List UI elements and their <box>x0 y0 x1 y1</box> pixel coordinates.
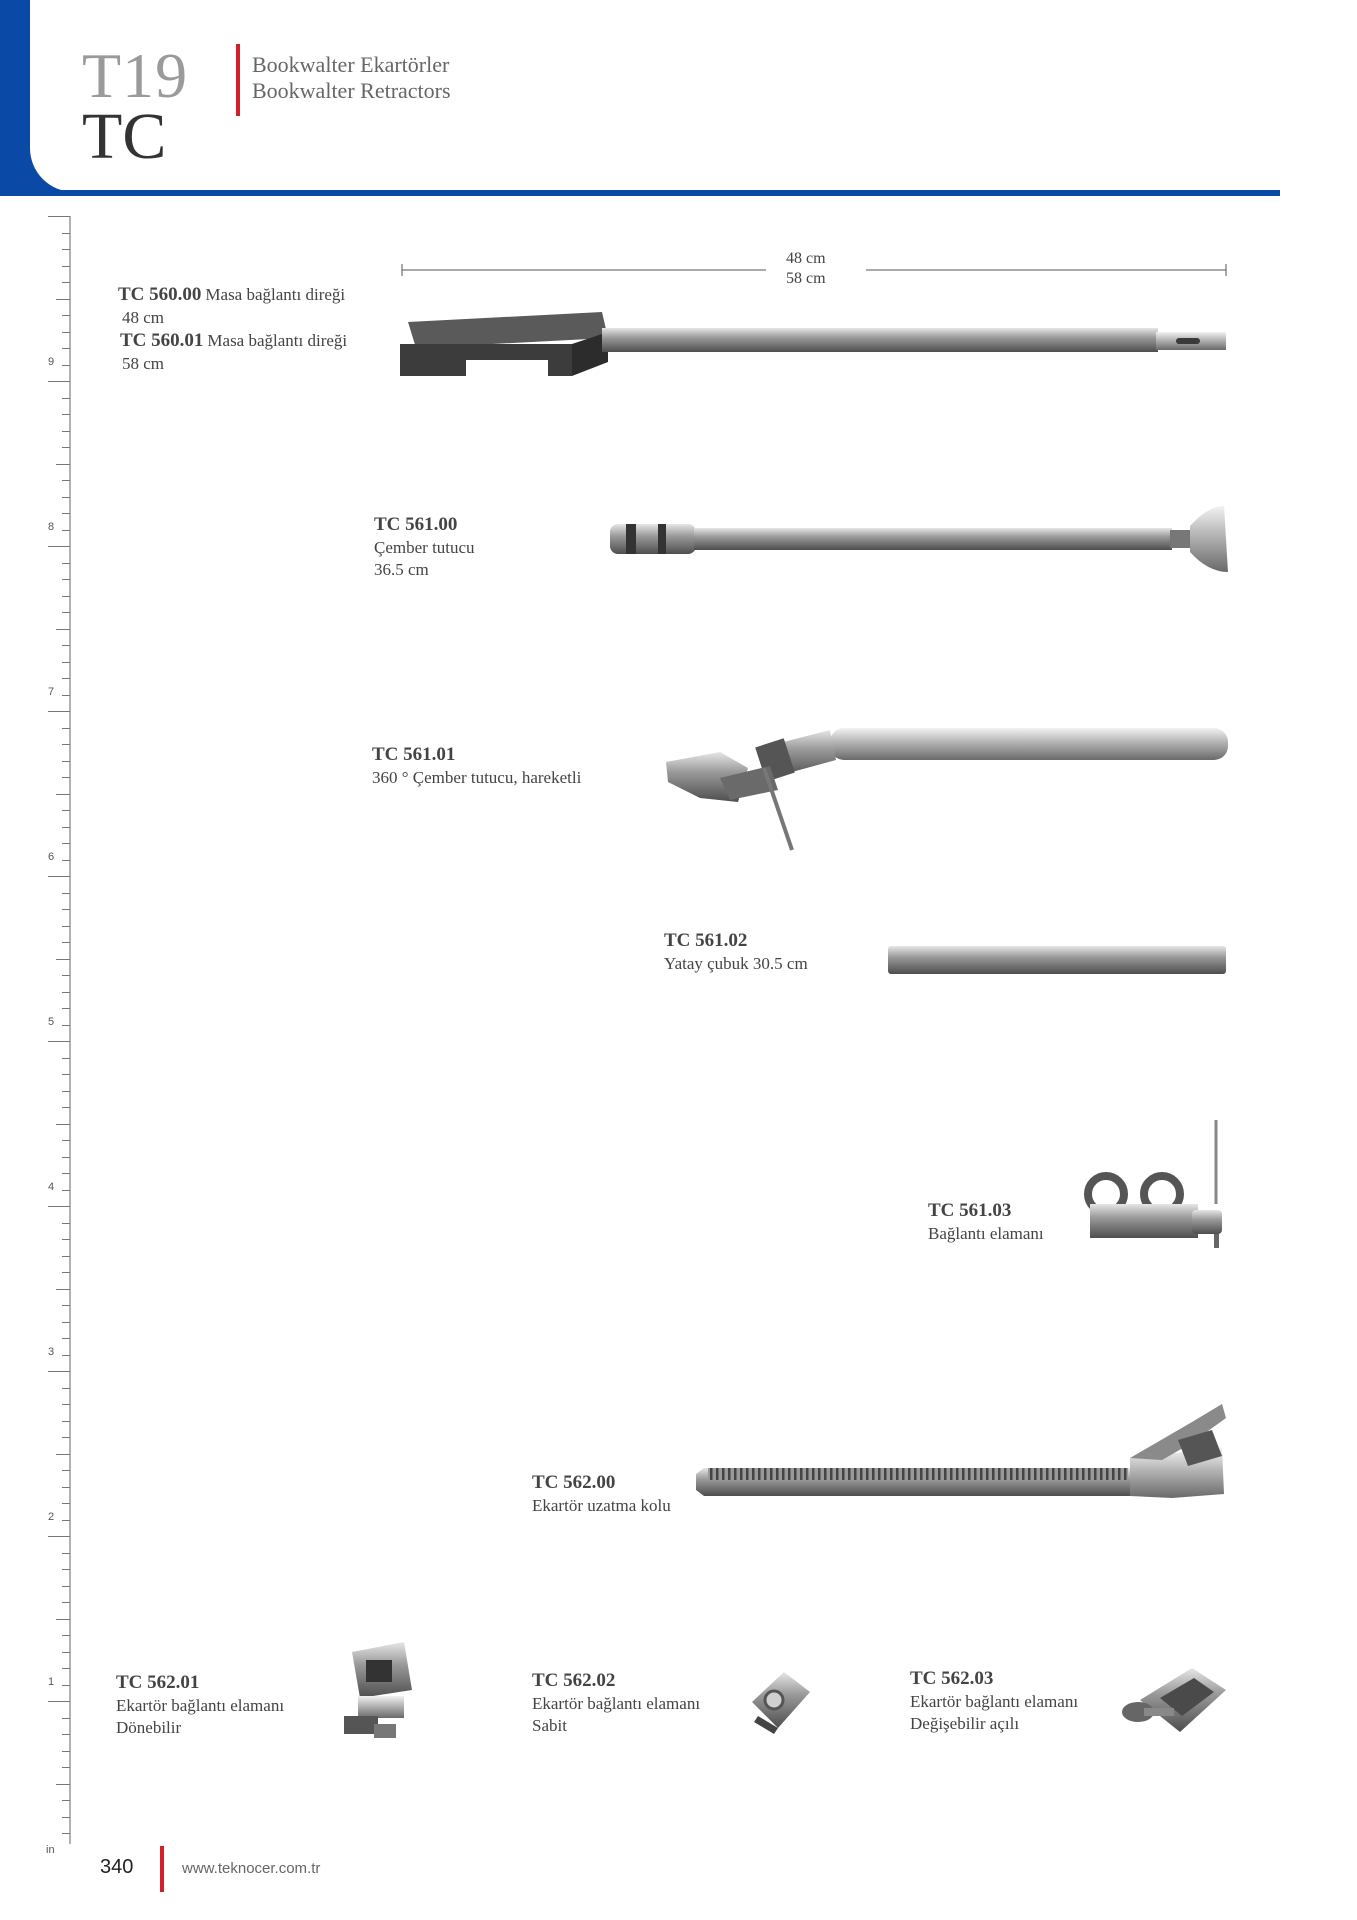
product-code: TC 561.01 <box>372 744 456 765</box>
website-link[interactable]: www.teknocer.com.tr <box>182 1860 321 1877</box>
product-name: Bağlantı elamanı <box>928 1224 1044 1243</box>
product-name: Ekartör bağlantı elamanı <box>910 1692 1079 1711</box>
product-name: Çember tutucu <box>374 538 475 557</box>
ruler-number: 2 <box>48 1511 55 1523</box>
table-post-image <box>396 308 1232 378</box>
page-title-tr: Bookwalter Ekartörler <box>252 52 450 77</box>
page-number: 340 <box>100 1856 134 1878</box>
product-name: Ekartör uzatma kolu <box>532 1496 671 1515</box>
product-size: 36.5 cm <box>374 560 429 579</box>
ring-holder-image <box>608 500 1232 580</box>
section-prefix: TC <box>82 100 167 173</box>
product-code: TC 562.01 <box>116 1672 200 1693</box>
product-size: 48 cm <box>122 308 165 327</box>
connector-image <box>1086 1118 1226 1250</box>
ruler-number: 7 <box>48 686 55 698</box>
product-code: TC 561.03 <box>928 1200 1012 1221</box>
product-code: TC 562.02 <box>532 1670 616 1691</box>
retractor-extension-arm-image <box>692 1400 1228 1510</box>
ruler-number: 3 <box>48 1346 55 1358</box>
product-note: Değişebilir açılı <box>910 1714 1020 1733</box>
product-code: TC 562.03 <box>910 1668 994 1689</box>
ruler-number: 4 <box>48 1181 55 1193</box>
product-name: Ekartör bağlantı elamanı <box>116 1696 285 1715</box>
ruler-ticks <box>40 216 80 1844</box>
ruler-number: 1 <box>48 1676 55 1688</box>
ruler-unit: in <box>46 1844 55 1856</box>
product-code: TC 560.01 <box>120 330 204 351</box>
horizontal-bar-image <box>886 944 1230 976</box>
product-tc560 <box>118 284 378 384</box>
ruler-number: 6 <box>48 851 55 863</box>
product-code: TC 561.02 <box>664 930 748 951</box>
ruler-number: 9 <box>48 356 55 368</box>
section-code: T19 <box>82 40 189 111</box>
movable-ring-holder-image <box>660 722 1232 856</box>
header-rule <box>34 190 1280 196</box>
header-panel <box>30 0 1330 192</box>
product-size: 58 cm <box>122 354 165 373</box>
product-code: TC 561.00 <box>374 514 458 535</box>
product-name: Yatay çubuk 30.5 cm <box>664 954 808 973</box>
header-red-bar <box>236 44 240 116</box>
dimension-length-2: 58 cm <box>786 270 826 287</box>
inch-ruler <box>40 216 80 1856</box>
product-note: Sabit <box>532 1716 567 1735</box>
ruler-number: 5 <box>48 1016 55 1028</box>
page-title-en: Bookwalter Retractors <box>252 78 451 103</box>
product-code: TC 560.00 <box>118 284 202 305</box>
adjustable-angle-clamp-image <box>1120 1660 1230 1740</box>
product-code: TC 562.00 <box>532 1472 616 1493</box>
footer-red-bar <box>160 1846 164 1892</box>
product-name: 360 ° Çember tutucu, hareketli <box>372 768 582 787</box>
product-name: Masa bağlantı direği <box>207 331 348 350</box>
fixed-clamp-image <box>744 1666 814 1736</box>
product-name: Ekartör bağlantı elamanı <box>532 1694 701 1713</box>
product-note: Dönebilir <box>116 1718 182 1737</box>
rotating-clamp-image <box>338 1638 418 1744</box>
dimension-length-1: 48 cm <box>786 250 826 267</box>
product-name: Masa bağlantı direği <box>205 285 346 304</box>
ruler-number: 8 <box>48 521 55 533</box>
